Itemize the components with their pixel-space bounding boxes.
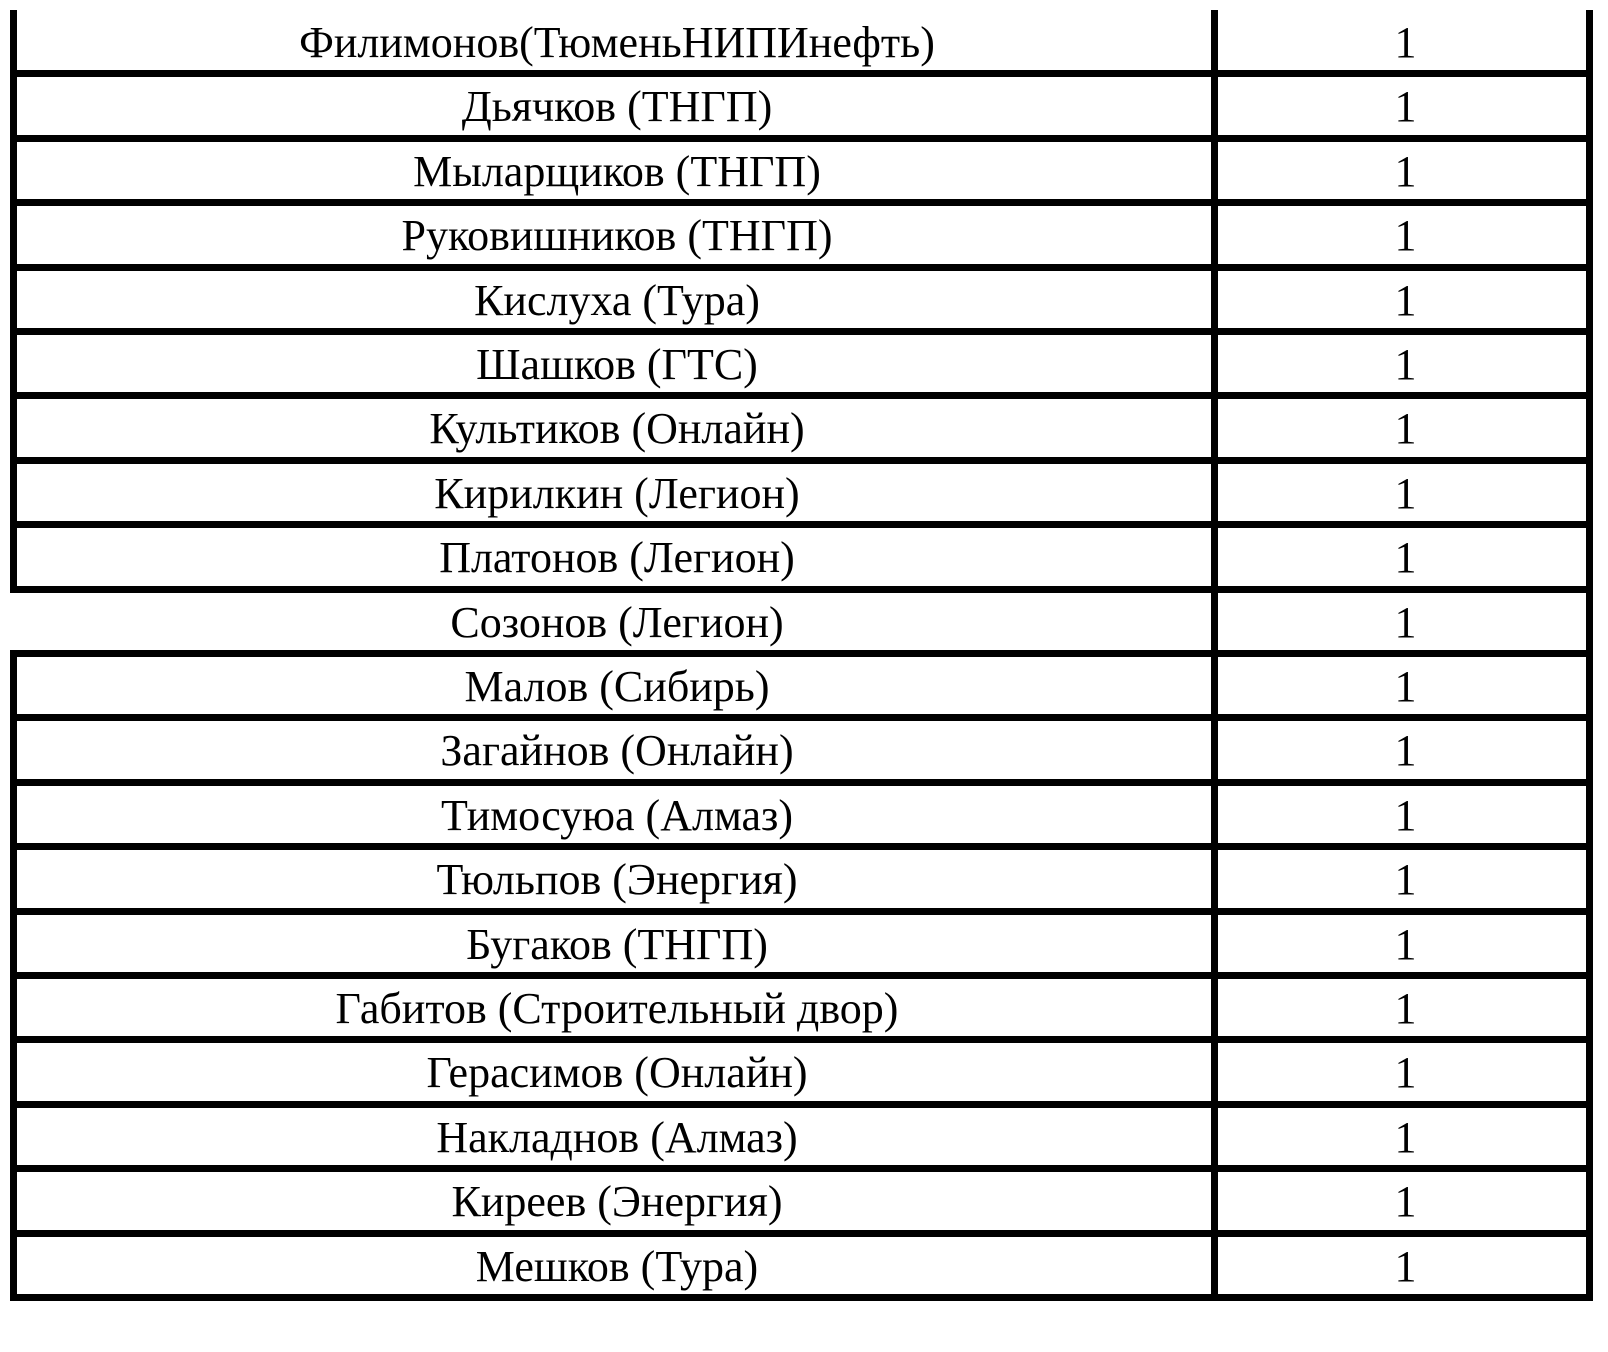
cell-border	[10, 139, 17, 205]
table-row	[10, 74, 1593, 140]
cell-border	[10, 783, 17, 849]
table-row	[10, 332, 1593, 398]
participant-count: 1	[1394, 211, 1417, 261]
cell-border	[10, 718, 17, 784]
table-row	[10, 525, 1593, 591]
participant-name: Накладнов (Алмаз)	[436, 1112, 798, 1162]
participant-name: Тимосуюа (Алмаз)	[440, 790, 794, 840]
participant-name: Герасимов (Онлайн)	[426, 1048, 808, 1098]
participant-count: 1	[1394, 404, 1417, 454]
participant-count: 1	[1394, 662, 1417, 711]
cell-border	[10, 332, 17, 398]
participant-count: 1	[1394, 1177, 1417, 1227]
participant-name: Филимонов(ТюменьНИПИнефть)	[299, 18, 935, 67]
participant-count: 1	[1394, 18, 1417, 67]
participant-name: Бугаков (ТНГП)	[466, 919, 768, 969]
table-row	[10, 590, 1593, 656]
participant-name: Кирилкин (Легион)	[434, 468, 800, 518]
table-row	[10, 976, 1593, 1042]
table-row	[10, 1105, 1593, 1171]
table-row	[10, 396, 1593, 462]
participant-count: 1	[1394, 1241, 1417, 1291]
participant-count: 1	[1394, 597, 1417, 647]
participant-name: Культиков (Онлайн)	[429, 404, 805, 454]
participant-count: 1	[1394, 340, 1417, 389]
table-row	[10, 654, 1593, 720]
participant-count: 1	[1394, 919, 1417, 969]
table-row	[10, 718, 1593, 784]
participant-name: Габитов (Строительный двор)	[335, 984, 899, 1033]
participant-count: 1	[1394, 468, 1417, 518]
cell-border	[10, 461, 17, 527]
cell-border	[10, 654, 17, 720]
participant-count: 1	[1394, 726, 1417, 776]
participant-count: 1	[1394, 1112, 1417, 1162]
table-row	[10, 203, 1593, 269]
cell-border	[10, 912, 17, 978]
participant-name: Дьячков (ТНГП)	[461, 82, 773, 132]
participant-count: 1	[1394, 984, 1417, 1033]
participant-count: 1	[1394, 275, 1417, 325]
cell-border	[10, 10, 17, 76]
participant-count: 1	[1394, 855, 1417, 905]
table-row	[10, 1040, 1593, 1106]
row-divider	[10, 1294, 1593, 1301]
table-row	[10, 1234, 1593, 1300]
table-row	[10, 10, 1593, 76]
cell-border	[10, 74, 17, 140]
participant-count: 1	[1394, 1048, 1417, 1098]
participant-count: 1	[1394, 790, 1417, 840]
table-row	[10, 461, 1593, 527]
participant-name: Платонов (Легион)	[439, 533, 795, 583]
table-row	[10, 268, 1593, 334]
cell-border	[10, 525, 17, 591]
cell-border	[10, 268, 17, 334]
cell-border	[10, 203, 17, 269]
participant-name: Мешков (Тура)	[475, 1241, 759, 1291]
table-row	[10, 847, 1593, 913]
cell-border	[10, 1169, 17, 1235]
table-row	[10, 139, 1593, 205]
cell-border	[10, 1105, 17, 1171]
cell-border	[10, 1040, 17, 1106]
cell-border	[10, 847, 17, 913]
table-row	[10, 912, 1593, 978]
participant-name: Кислуха (Тура)	[474, 275, 760, 325]
table-row	[10, 1169, 1593, 1235]
participant-name: Созонов (Легион)	[450, 597, 784, 647]
cell-border	[10, 976, 17, 1042]
participant-count: 1	[1394, 146, 1417, 196]
cell-border	[10, 396, 17, 462]
participant-count: 1	[1394, 82, 1417, 132]
participant-name: Загайнов (Онлайн)	[440, 726, 794, 776]
participant-name: Малов (Сибирь)	[464, 662, 770, 711]
table-row	[10, 783, 1593, 849]
cell-border	[10, 1234, 17, 1300]
participant-name: Тюльпов (Энергия)	[436, 855, 798, 905]
participant-count: 1	[1394, 533, 1417, 583]
participant-name: Мыларщиков (ТНГП)	[413, 146, 821, 196]
participant-name: Шашков (ГТС)	[476, 340, 758, 389]
participant-name: Руковишников (ТНГП)	[401, 211, 833, 261]
participant-name: Киреев (Энергия)	[451, 1177, 783, 1227]
